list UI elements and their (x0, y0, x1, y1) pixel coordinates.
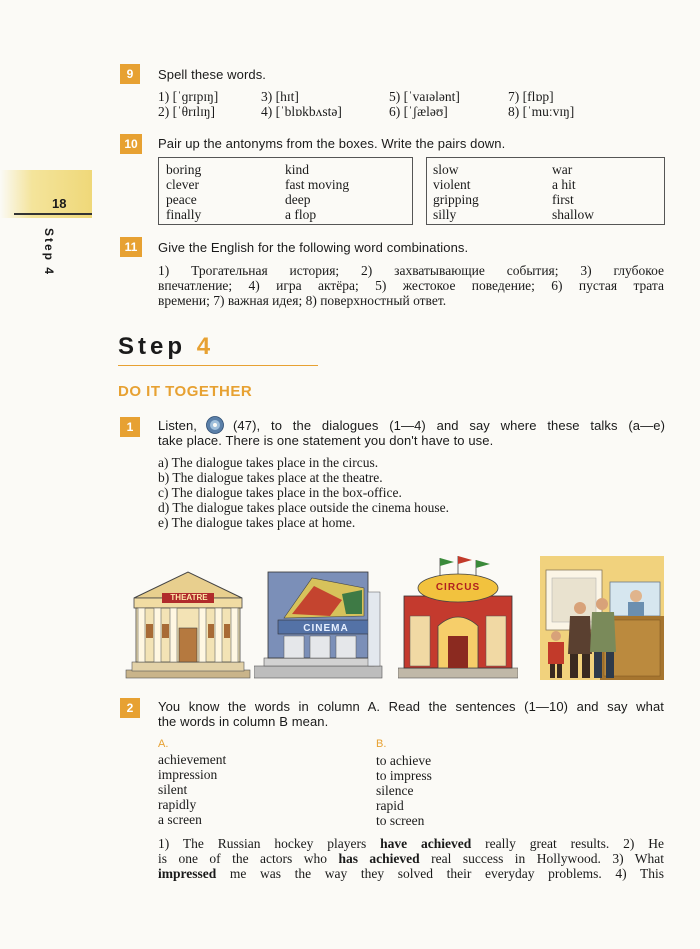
ex2-paragraph-line-1 (158, 836, 664, 851)
para-bold: has achieved (338, 851, 420, 866)
column-a-heading: A. (158, 738, 169, 750)
ex2-paragraph-line-2 (158, 851, 664, 866)
exercise-11-badge: 11 (120, 237, 142, 257)
side-tab-rule (14, 213, 92, 215)
ex9-word-6: 6) [ˈʃæləʊ] (389, 104, 448, 119)
exercise-9-badge: 9 (120, 64, 140, 84)
cinema-sign: CINEMA (303, 623, 349, 634)
audio-disc-icon[interactable] (206, 416, 224, 434)
exercise-2-badge: 2 (120, 698, 140, 718)
para-bold: impressed (158, 866, 217, 881)
step-rule (118, 365, 318, 366)
box1-col2-0: kind (285, 162, 310, 177)
exercise-1-badge: 1 (120, 417, 140, 437)
circus-sign: CIRCUS (435, 582, 481, 593)
col-b-item: to impress (376, 768, 432, 783)
ex9-word-8: 8) [ˈmuːvɪŋ] (508, 104, 575, 119)
page-side-tab (0, 170, 92, 218)
ex9-word-4: 4) [ˈblɒkbʌstə] (261, 104, 342, 119)
exercise-10-instruction: Pair up the antonyms from the boxes. Write the pairs down. (158, 136, 506, 151)
box2-col1-3: silly (433, 207, 457, 222)
col-a-item: a screen (158, 812, 202, 827)
step-heading (118, 333, 214, 361)
section-heading: DO IT TOGETHER (118, 383, 253, 400)
antonym-box-2 (426, 157, 665, 225)
box1-col1-2: peace (166, 192, 197, 207)
col-a-item: silent (158, 782, 188, 797)
ex11-line-2: впечатление; 4) игра актёра; 5) жестокое поведение; 6) пустая трата (158, 278, 664, 293)
col-b-item: to achieve (376, 753, 432, 768)
exercise-1-track: (47), to the dialogues (1—4) and say where these talks (a—e) (233, 418, 665, 433)
col-a-item: achievement (158, 752, 227, 767)
column-b-heading: B. (376, 738, 387, 750)
col-a-item: rapidly (158, 797, 197, 812)
exercise-9-instruction: Spell these words. (158, 67, 267, 82)
para-text: me was the way they solved their everyday problems. 4) This (229, 866, 665, 881)
box2-col1-0: slow (433, 162, 459, 177)
exercise-1-instruction-b: take place. There is one statement you don't have to use. (158, 433, 494, 448)
ex11-line-3: времени; 7) важная идея; 8) поверхностный ответ. (158, 293, 447, 308)
para-text: real success in Hollywood. 3) What (431, 851, 665, 866)
ex2-paragraph-line-3 (158, 866, 664, 881)
col-b-item: silence (376, 783, 414, 798)
exercise-10-badge: 10 (120, 134, 142, 154)
step-number: 4 (196, 333, 215, 360)
col-a-item: impression (158, 767, 218, 782)
theatre-sign: THEATRE (170, 593, 208, 602)
box2-col2-2: first (552, 192, 574, 207)
exercise-1-instruction-a: Listen, (158, 418, 198, 433)
para-text: 1) The Russian hockey players (158, 836, 367, 851)
exercise-11-instruction: Give the English for the following word combinations. (158, 240, 469, 255)
box2-col2-3: shallow (552, 207, 594, 222)
para-text: really great results. 2) He (485, 836, 665, 851)
ex9-word-3: 3) [hɪt] (261, 89, 299, 104)
ex1-option-e: e) The dialogue takes place at home. (158, 515, 356, 530)
ex1-option-a: a) The dialogue takes place in the circus. (158, 455, 379, 470)
box1-col2-2: deep (285, 192, 311, 207)
box-office-illustration (540, 556, 664, 680)
box2-col2-0: war (552, 162, 573, 177)
box1-col2-3: a flop (285, 207, 317, 222)
col-b-item: to screen (376, 813, 425, 828)
ex1-option-c: c) The dialogue takes place in the box-office. (158, 485, 402, 500)
theatre-illustration (124, 566, 252, 680)
side-tab-label: Step 4 (42, 228, 56, 277)
step-word: Step (118, 333, 187, 360)
ex11-line-1: 1) Трогательная история; 2) захватывающие события; 3) глубокое (158, 263, 664, 278)
antonym-box-1 (158, 157, 413, 225)
box1-col1-1: clever (166, 177, 199, 192)
exercise-2-instruction-a: You know the words in column A. Read the sentences (1—10) and say what (158, 699, 664, 714)
box1-col1-0: boring (166, 162, 202, 177)
col-b-item: rapid (376, 798, 404, 813)
ex9-word-5: 5) [ˈvaɪələnt] (389, 89, 460, 104)
ex9-word-2: 2) [ˈθrɪlɪŋ] (158, 104, 215, 119)
exercise-2-instruction-b: the words in column B mean. (158, 714, 329, 729)
box1-col1-3: finally (166, 207, 202, 222)
ex1-option-b: b) The dialogue takes place at the theatre. (158, 470, 383, 485)
box1-col2-1: fast moving (285, 177, 350, 192)
ex9-word-7: 7) [flɒp] (508, 89, 554, 104)
para-text: is one of the actors who (158, 851, 327, 866)
para-bold: have achieved (380, 836, 472, 851)
box2-col1-2: gripping (433, 192, 479, 207)
circus-illustration (398, 556, 518, 680)
page-number: 18 (52, 196, 67, 211)
box2-col2-1: a hit (552, 177, 576, 192)
box2-col1-1: violent (433, 177, 471, 192)
ex1-option-d: d) The dialogue takes place outside the cinema house. (158, 500, 450, 515)
ex9-word-1: 1) [ˈɡrɪpɪŋ] (158, 89, 219, 104)
